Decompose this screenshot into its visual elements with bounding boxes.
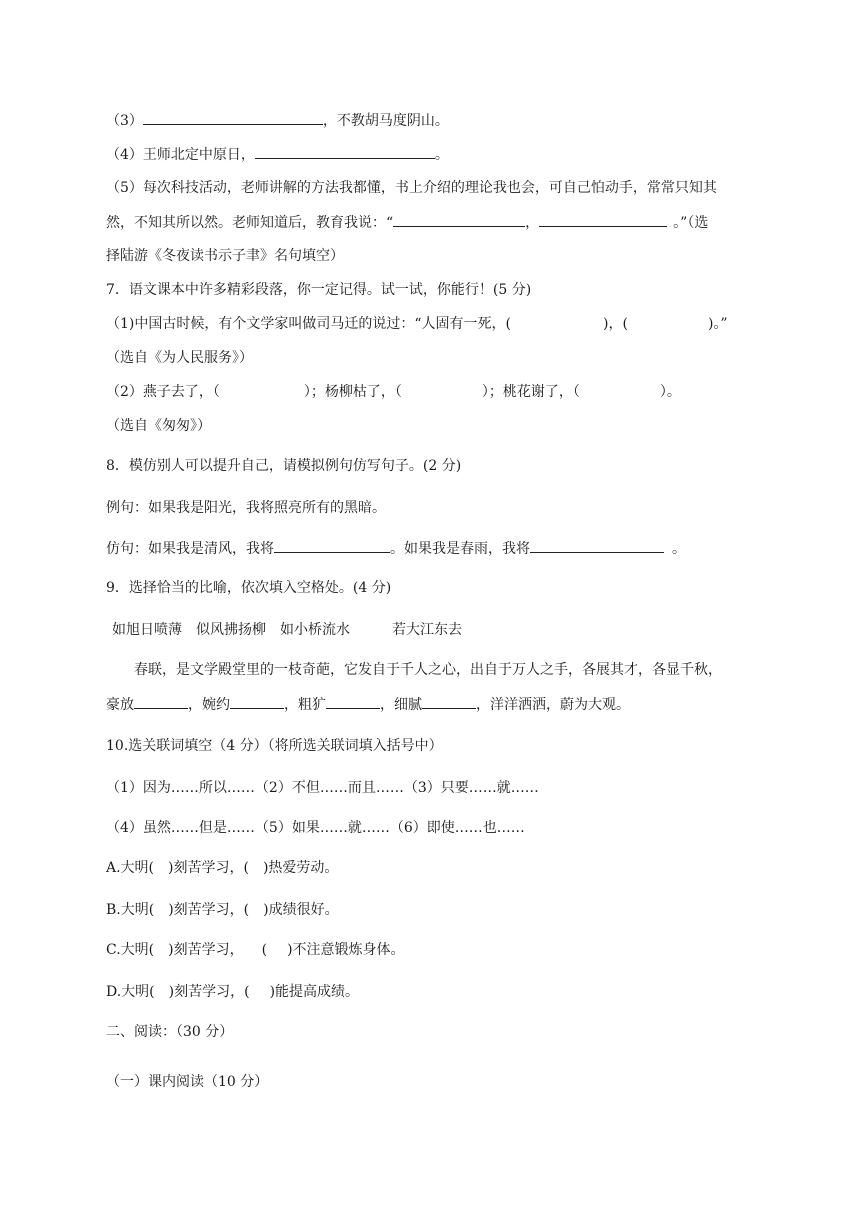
q6-line-3: （3） ，不教胡马度阴山。 — [106, 110, 449, 131]
fill-blank[interactable] — [393, 212, 525, 227]
q8-example: 例句：如果我是阳光，我将照亮所有的黑暗。 — [106, 500, 386, 516]
q8-imitation: 仿句：如果我是清风，我将 。如果我是春雨，我将 。 — [106, 538, 686, 559]
q7-title: 7．语文课本中许多精彩段落，你一定记得。试一试，你能行！(5 分) — [106, 282, 532, 298]
q7-line-4: （选自《匆匆》） — [106, 418, 211, 434]
fill-blank[interactable] — [230, 694, 284, 709]
subsection-title: （一）课内阅读（10 分） — [106, 1074, 269, 1090]
fill-blank[interactable] — [422, 694, 476, 709]
q7-line-2: （选自《为人民服务》） — [106, 350, 253, 366]
q6-line-5c: 择陆游《冬夜读书示子聿》名句填空） — [106, 248, 344, 264]
q10-item-d: D.大明( )刻苦学习，( )能提高成绩。 — [106, 984, 360, 1000]
fill-blank[interactable] — [539, 212, 667, 227]
fill-blank[interactable] — [530, 538, 664, 553]
fill-blank[interactable] — [134, 694, 188, 709]
q6-line-4: （4）王师北定中原日， 。 — [106, 144, 449, 165]
q10-title: 10.选关联词填空（4 分）（将所选关联词填入括号中） — [106, 738, 443, 754]
fill-blank[interactable] — [143, 110, 323, 125]
q10-item-a: A.大明( )刻苦学习，( )热爱劳动。 — [106, 860, 339, 876]
q9-title: 9．选择恰当的比喻，依次填入空格处。(4 分) — [106, 580, 392, 596]
fill-blank[interactable] — [326, 694, 380, 709]
q7-line-3: （2）燕子去了，（ ）；杨柳枯了，（ ）；桃花谢了，（ ）。 — [106, 384, 681, 400]
option-item: 似风拂扬柳 — [196, 622, 266, 638]
q9-paragraph-2: 豪放 ，婉约 ，粗犷 ，细腻 ，洋洋洒洒，蔚为大观。 — [106, 694, 630, 715]
fill-blank[interactable] — [255, 144, 435, 159]
option-item: 如旭日喷薄 — [112, 622, 182, 638]
q10-item-c: C.大明( )刻苦学习， ( )不注意锻炼身体。 — [106, 942, 405, 958]
q6-line-5b: 然，不知其所以然。老师知道后，教育我说：“ ， 。”（选 — [106, 212, 708, 233]
section-title: 二、阅读：（30 分） — [106, 1024, 234, 1040]
q8-title: 8．模仿别人可以提升自己，请模拟例句仿写句子。(2 分) — [106, 458, 462, 474]
q7-line-1: （1)中国古时候，有个文学家叫做司马迁的说过：“人固有一死，( )，( )。” — [106, 316, 728, 332]
fill-blank[interactable] — [274, 538, 390, 553]
q9-paragraph-1: 春联，是文学殿堂里的一枝奇葩，它发自于千人之心，出自于万人之手，各展其才，各显千秋， — [134, 662, 722, 678]
option-item: 若大江东去 — [392, 622, 462, 638]
option-item: 如小桥流水 — [280, 622, 350, 638]
q9-options — [112, 620, 462, 640]
q10-item-b: B.大明( )刻苦学习，( )成绩很好。 — [106, 902, 339, 918]
q10-list-1: （1）因为……所以……（2）不但……而且……（3）只要……就…… — [106, 780, 539, 796]
q6-line-5a: （5）每次科技活动，老师讲解的方法我都懂，书上介绍的理论我也会，可自己怕动手，常常只知其 — [106, 180, 717, 196]
q10-list-2: （4）虽然……但是……（5）如果……就……（6）即使……也…… — [106, 820, 525, 836]
